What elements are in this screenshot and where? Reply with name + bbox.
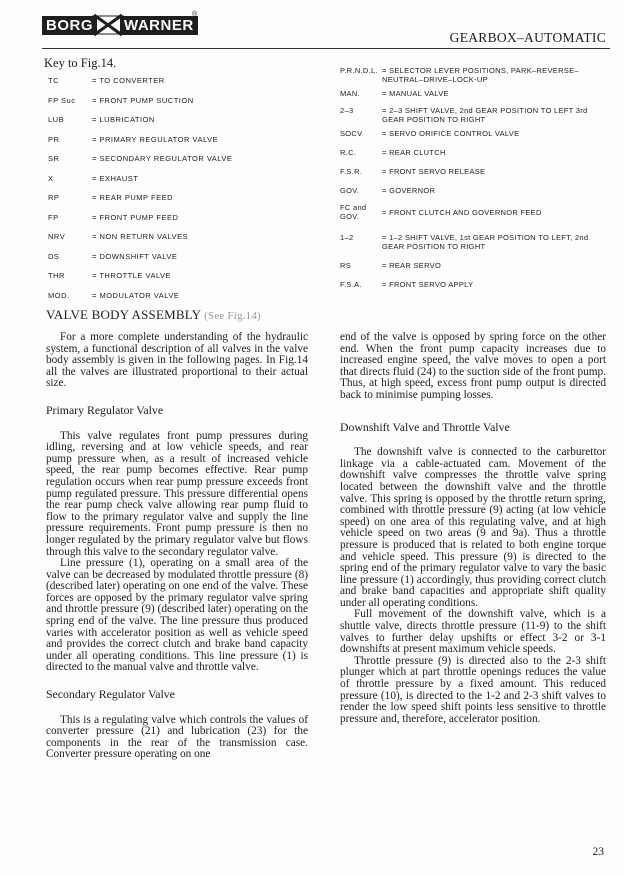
key-item bbox=[340, 233, 612, 251]
primary-regulator-paragraph-2: Line pressure (1), operating on a small area of the valve can be decreased by modulated throttle pressure (8) (described later) operating on one end of the valve. These forces are opposed by the primary regulator valve spring and throttle pressure (9) (described later) operating on the spring end of the valve. The line pressure thus produced varies with accelerator position as well as vehicle speed and provides the correct clutch and brake band capacity under all operating conditions. This line pressure (1) is directed to the manual valve and throttle valve. bbox=[46, 557, 308, 674]
key-abbr: LUB bbox=[48, 115, 65, 124]
key-definition: = 1–2 SHIFT VALVE, 1st GEAR POSITION TO LEFT, 2nd GEAR POSITION TO RIGHT bbox=[382, 233, 589, 251]
key-item bbox=[48, 154, 308, 174]
key-definition: = REAR SERVO bbox=[382, 261, 442, 270]
key-item bbox=[340, 66, 612, 84]
key-abbr: RS bbox=[340, 261, 352, 270]
logo-word-left: BORG bbox=[42, 16, 97, 35]
key-definition: = NON RETURN VALVES bbox=[92, 232, 189, 241]
key-definition: = PRIMARY REGULATOR VALVE bbox=[92, 134, 219, 144]
key-item bbox=[340, 186, 612, 195]
key-abbr: RP bbox=[48, 193, 60, 202]
key-definition: = SELECTOR LEVER POSITIONS, PARK–REVERSE–NEUTRAL–DRIVE–LOCK-UP bbox=[382, 66, 579, 84]
key-definition: = FRONT PUMP FEED bbox=[92, 212, 179, 222]
logo-word-right: WARNER bbox=[120, 16, 198, 35]
key-definition: = SECONDARY REGULATOR VALVE bbox=[92, 154, 233, 163]
key-abbr: FC and GOV. bbox=[340, 203, 367, 221]
key-definition: = REAR PUMP FEED bbox=[92, 193, 174, 202]
secondary-regulator-heading: Secondary Regulator Valve bbox=[46, 687, 175, 702]
key-definition: = REAR CLUTCH bbox=[382, 148, 446, 157]
key-definition: = FRONT SERVO RELEASE bbox=[382, 167, 486, 176]
key-item bbox=[48, 76, 308, 96]
key-abbr: MAN. bbox=[340, 89, 360, 98]
key-item bbox=[48, 96, 308, 116]
key-item bbox=[48, 115, 308, 135]
borg-warner-logo bbox=[42, 11, 198, 37]
key-definition: = GOVERNOR bbox=[382, 186, 436, 195]
header-title: GEARBOX–AUTOMATIC bbox=[449, 30, 606, 45]
key-item bbox=[48, 135, 308, 155]
primary-regulator-paragraph-1: This valve regulates front pump pressures during idling, reversing and at low vehicle speeds, and rear pump pressure when, as a result of increased vehicle speed, the rear pump becomes effective. Rear pump regulation occurs when rear pump pressure exceeds front pump regulated pressure. This pressure differential opens the rear pump check valve allowing rear pump fluid to flow to the primary regulator valve and supply the line pressure requirements. Front pump pressure is then no longer regulated by the primary regulator valve but flows through this valve to the secondary regulator valve. bbox=[46, 429, 308, 558]
key-item bbox=[48, 193, 308, 213]
key-item bbox=[48, 174, 308, 194]
downshift-paragraph-2: Full movement of the downshift valve, which is a shuttle valve, directs throttle pressure (11-9) to the shift valves to further delay upshifts or effect 3-2 or 3-1 downshifts at present maximum vehicle speeds. bbox=[340, 608, 606, 656]
key-item bbox=[340, 129, 612, 138]
key-definition: = FRONT SERVO APPLY bbox=[382, 280, 474, 289]
intro-paragraph: For a more complete understanding of the hydraulic system, a functional description of all valves in the valve body assembly is given in the following pages. In Fig.14 all the valves are illustrated proportional to their actual size. bbox=[46, 331, 308, 390]
key-abbr: FP Suc bbox=[48, 95, 76, 105]
key-title: Key to Fig.14. bbox=[44, 56, 117, 70]
key-abbr: DS bbox=[48, 251, 60, 261]
key-definition: = MODULATOR VALVE bbox=[92, 290, 180, 300]
key-abbr: P.R.N.D.L. bbox=[340, 66, 378, 75]
key-abbr: FP bbox=[48, 212, 59, 222]
key-abbr: SOCV bbox=[340, 129, 363, 138]
header-rule bbox=[42, 48, 610, 49]
key-abbr: SR bbox=[48, 154, 60, 163]
key-item bbox=[48, 252, 308, 272]
key-definition: = SERVO ORIFICE CONTROL VALVE bbox=[382, 129, 520, 138]
key-definition: = EXHAUST bbox=[92, 173, 139, 183]
key-abbr: NRV bbox=[48, 232, 66, 241]
key-definition: = LUBRICATION bbox=[92, 115, 155, 124]
section-heading bbox=[46, 307, 261, 323]
continued-paragraph: end of the valve is opposed by spring force on the other end. When the front pump capacity increases due to increased engine speed, the valve moves to open a port that directs fluid (24) to the suction side of the front pump. Thus, at high speed, excess front pump output is directed back to minimise pumping losses. bbox=[340, 331, 606, 401]
key-item bbox=[48, 271, 308, 291]
section-title: VALVE BODY ASSEMBLY bbox=[46, 307, 201, 322]
key-definition: = DOWNSHIFT VALVE bbox=[92, 251, 178, 261]
key-definition: = FRONT CLUTCH AND GOVERNOR FEED bbox=[382, 208, 542, 217]
key-abbr: TC bbox=[48, 76, 59, 85]
key-definition: = MANUAL VALVE bbox=[382, 89, 449, 98]
key-item bbox=[340, 89, 612, 98]
key-abbr: 1–2 bbox=[340, 233, 354, 242]
secondary-regulator-paragraph: This is a regulating valve which controls the values of converter pressure (21) and lubrication (23) for the components in the rear of the transmission case. Converter pressure operating on one bbox=[46, 713, 308, 761]
key-abbr: GOV. bbox=[340, 186, 360, 195]
downshift-paragraph-1: The downshift valve is connected to the carburettor linkage via a cable-actuated cam. Movement of the downshift valve compresses the throttle valve spring located between the downshift valve and the throttle valve. This spring is opposed by the throttle return spring, combined with throttle pressure (9) acting (at low vehicle speed) on one area of this regulating valve, and at high vehicle speed on two areas (9 and 9a). Thus a throttle pressure is produced that is related to both engine torque and vehicle speed. This pressure (9) is directed to the spring end of the primary regulator valve to vary the basic line pressure (1) accordingly, thus providing correct clutch and brake band capacities and appropriate shift quality under all operating conditions. bbox=[340, 446, 606, 609]
key-list-left bbox=[48, 76, 308, 310]
key-abbr: MOD. bbox=[48, 290, 70, 300]
downshift-throttle-heading: Downshift Valve and Throttle Valve bbox=[340, 419, 510, 434]
key-item bbox=[48, 213, 308, 233]
key-abbr: F.S.R. bbox=[340, 167, 363, 176]
key-abbr: 2–3 bbox=[340, 106, 354, 115]
key-item bbox=[340, 280, 612, 289]
key-item bbox=[340, 106, 612, 124]
primary-regulator-heading: Primary Regulator Valve bbox=[46, 402, 164, 417]
figure-reference: (See Fig.14) bbox=[204, 310, 261, 322]
key-definition: = TO CONVERTER bbox=[92, 76, 165, 85]
key-definition: = THROTTLE VALVE bbox=[92, 271, 172, 280]
key-definition: = 2–3 SHIFT VALVE, 2nd GEAR POSITION TO LEFT 3rd GEAR POSITION TO RIGHT bbox=[382, 106, 588, 124]
key-item bbox=[340, 203, 612, 221]
registered-mark: ® bbox=[192, 11, 198, 18]
key-item bbox=[340, 148, 612, 157]
key-abbr: THR bbox=[48, 271, 65, 280]
left-column bbox=[46, 332, 308, 761]
key-abbr: PR bbox=[48, 134, 60, 144]
key-definition: = FRONT PUMP SUCTION bbox=[92, 95, 194, 105]
key-abbr: R.C. bbox=[340, 148, 357, 157]
right-column bbox=[340, 332, 606, 725]
key-abbr: X bbox=[48, 173, 54, 183]
key-item bbox=[340, 167, 612, 176]
key-item bbox=[340, 261, 612, 270]
key-abbr: F.S.A. bbox=[340, 280, 362, 289]
downshift-paragraph-3: Throttle pressure (9) is directed also to the 2-3 shift plunger which at part throttle openings reduces the value of throttle pressure by a fixed amount. This reduced pressure (10), is directed to the 1-2 and 2-3 shift valves to render the low speed shift points less sensitive to throttle pressure and, therefore, accelerator position. bbox=[340, 654, 606, 725]
key-item bbox=[48, 232, 308, 252]
key-list-right bbox=[340, 66, 612, 294]
page-number: 23 bbox=[592, 846, 604, 858]
